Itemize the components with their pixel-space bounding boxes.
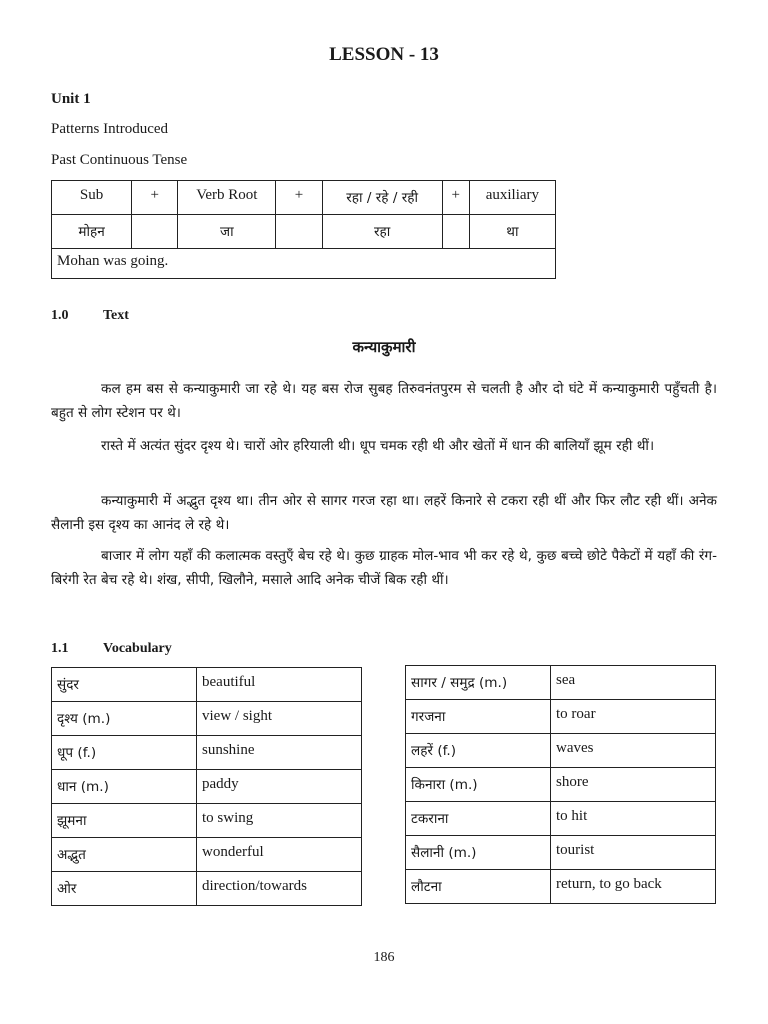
vocab-english: shore [551,768,716,802]
vocab-row [406,802,716,836]
pattern-example-cell [132,215,178,249]
page-number: 186 [373,950,395,965]
story-title: कन्याकुमारी [352,338,416,356]
vocab-row [406,870,716,904]
vocab-row [52,872,362,906]
vocab-hindi: गरजना [406,700,551,734]
vocab-english: direction/towards [197,872,362,906]
vocab-hindi: दृश्य (m.) [52,702,197,736]
vocab-hindi: धान (m.) [52,770,197,804]
pattern-example-cell: था [469,215,555,249]
vocab-row [52,804,362,838]
pattern-header-row [52,181,556,215]
vocab-row [52,838,362,872]
pattern-example-cell: रहा [322,215,442,249]
vocab-row [406,768,716,802]
vocab-section-number: 1.1 [51,641,69,656]
text-section-number: 1.0 [51,308,69,323]
pattern-example-cell: मोहन [52,215,132,249]
vocab-hindi: झूमना [52,804,197,838]
vocab-row [406,734,716,768]
text-section-label: Text [103,308,129,323]
pattern-example-row [52,215,556,249]
vocab-hindi: सैलानी (m.) [406,836,551,870]
vocab-table-left [51,667,362,906]
vocab-english: sea [551,666,716,700]
vocab-english: to swing [197,804,362,838]
vocab-english: to roar [551,700,716,734]
vocab-row [406,836,716,870]
vocab-hindi: सागर / समुद्र (m.) [406,666,551,700]
pattern-header-cell: Sub [52,181,132,215]
vocab-row [52,736,362,770]
vocab-hindi: टकराना [406,802,551,836]
vocab-hindi: लौटना [406,870,551,904]
vocab-english: wonderful [197,838,362,872]
tense-label: Past Continuous Tense [51,152,188,168]
pattern-header-cell: auxiliary [469,181,555,215]
vocab-english: to hit [551,802,716,836]
vocab-english: view / sight [197,702,362,736]
vocab-row [52,702,362,736]
pattern-sentence-row [52,249,556,279]
paragraph: कल हम बस से कन्याकुमारी जा रहे थे। यह बस रोज सुबह तिरुवनंतपुरम से चलती है और दो घंटे में कन्याकुमारी पहुँचती है। बहुत से लोग स्टेशन पर थे। [51,381,717,421]
vocab-hindi: ओर [52,872,197,906]
vocab-row [406,666,716,700]
vocab-hindi: धूप (f.) [52,736,197,770]
vocab-hindi: अद्भुत [52,838,197,872]
vocab-hindi: सुंदर [52,668,197,702]
vocab-section-label: Vocabulary [103,641,172,656]
pattern-sentence: Mohan was going. [52,249,556,279]
vocab-english: tourist [551,836,716,870]
paragraph: बाजार में लोग यहाँ की कलात्मक वस्तुएँ बेच रहे थे। कुछ ग्राहक मोल-भाव भी कर रहे थे, कुछ बच्चे छोटे पैकेटों में यहाँ की रंग-बिरंगी रेत बेच रहे थे। शंख, सीपी, खिलौने, मसाले आदि अनेक चीजें बिक रही थीं। [51,548,717,588]
vocab-row [52,668,362,702]
vocab-table-right [405,665,716,904]
vocab-hindi: लहरें (f.) [406,734,551,768]
pattern-header-cell: + [276,181,322,215]
pattern-header-cell: + [442,181,469,215]
vocab-hindi: किनारा (m.) [406,768,551,802]
vocab-english: paddy [197,770,362,804]
pattern-example-cell [442,215,469,249]
vocab-row [52,770,362,804]
vocab-english: return, to go back [551,870,716,904]
paragraph: कन्याकुमारी में अद्भुत दृश्य था। तीन ओर से सागर गरज रहा था। लहरें किनारे से टकरा रही थीं और फिर लौट रही थीं। अनेक सैलानी इस दृश्य का आनंद ले रहे थे। [51,493,717,533]
unit-title: Unit 1 [51,91,91,107]
vocab-row [406,700,716,734]
pattern-example-cell [276,215,322,249]
paragraph: रास्ते में अत्यंत सुंदर दृश्य थे। चारों ओर हरियाली थी। धूप चमक रही थी और खेतों में धान की बालियाँ झूम रही थीं। [101,438,655,454]
vocab-english: beautiful [197,668,362,702]
pattern-header-cell: Verb Root [178,181,276,215]
lesson-title: LESSON - 13 [329,44,439,65]
vocab-english: sunshine [197,736,362,770]
vocab-english: waves [551,734,716,768]
pattern-table [51,180,556,279]
patterns-label: Patterns Introduced [51,121,169,137]
pattern-example-cell: जा [178,215,276,249]
pattern-header-cell: + [132,181,178,215]
pattern-header-cell: रहा / रहे / रही [322,181,442,215]
